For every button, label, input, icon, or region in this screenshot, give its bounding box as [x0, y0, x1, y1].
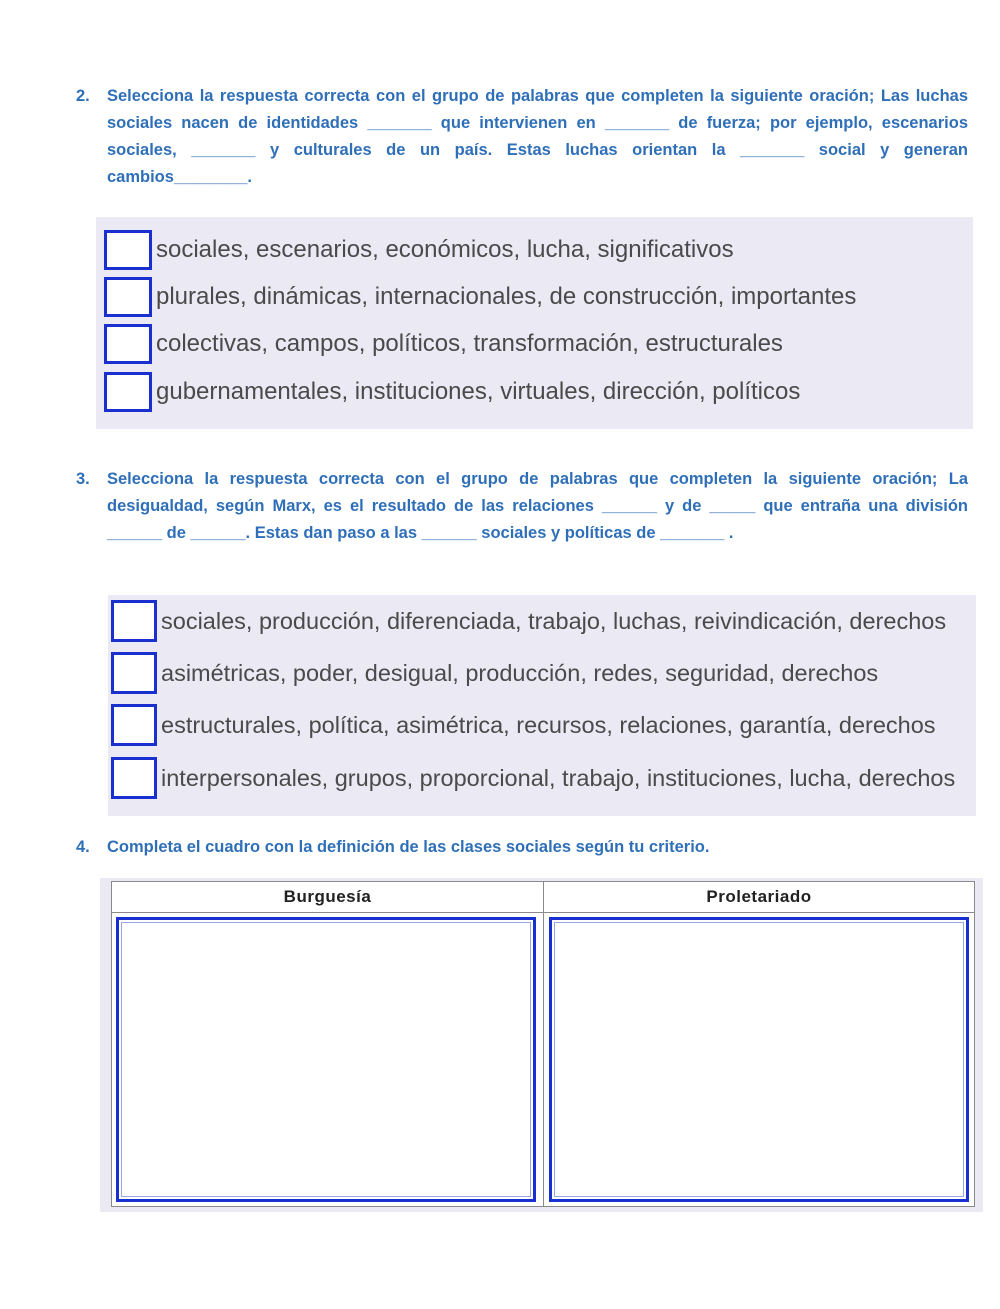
- question-2-option-1[interactable]: [104, 228, 734, 272]
- column-header-burguesia: Burguesía: [112, 882, 543, 913]
- option-label: estructurales, política, asimétrica, recursos, relaciones, garantía, derechos: [161, 711, 936, 738]
- option-label: interpersonales, grupos, proporcional, trabajo, instituciones, lucha, derechos: [161, 764, 956, 791]
- proletariado-answer-box[interactable]: [549, 917, 969, 1202]
- question-3-number: 3.: [76, 470, 90, 488]
- option-checkbox[interactable]: [104, 230, 152, 270]
- column-divider: [543, 882, 544, 1206]
- option-checkbox[interactable]: [111, 652, 157, 694]
- question-3-option-4[interactable]: [111, 756, 955, 800]
- question-3: [76, 466, 968, 547]
- option-checkbox[interactable]: [111, 600, 157, 642]
- option-checkbox[interactable]: [104, 324, 152, 364]
- question-4-number: 4.: [76, 838, 90, 856]
- question-3-text: Selecciona la respuesta correcta con el grupo de palabras que completen la siguiente oración; La desigualdad, según Marx, es el resultado de las relaciones ______ y de _____ que entraña una división ______ de ______. Estas dan paso a las ______ sociales y políticas de _______ .: [107, 470, 968, 542]
- option-checkbox[interactable]: [111, 704, 157, 746]
- option-label: colectivas, campos, políticos, transformación, estructurales: [156, 330, 783, 357]
- classes-table: [111, 881, 975, 1207]
- burguesia-answer-box[interactable]: [116, 917, 536, 1202]
- question-2-options: [96, 217, 973, 429]
- option-label: sociales, escenarios, económicos, lucha, significativos: [156, 236, 734, 263]
- question-2-number: 2.: [76, 87, 90, 105]
- question-4-text: Completa el cuadro con la definición de las clases sociales según tu criterio.: [107, 838, 710, 856]
- column-header-proletariado: Proletariado: [544, 882, 974, 913]
- option-label: gubernamentales, instituciones, virtuales, dirección, políticos: [156, 378, 801, 405]
- question-2-option-4[interactable]: [104, 370, 800, 414]
- option-checkbox[interactable]: [104, 372, 152, 412]
- question-4: [76, 834, 968, 861]
- option-label: asimétricas, poder, desigual, producción, redes, seguridad, derechos: [161, 659, 879, 686]
- question-2-text: Selecciona la respuesta correcta con el grupo de palabras que completen la siguiente oración; Las luchas sociales nacen de identidades _______ que intervienen en _______ de fuerza; por ejemplo, escenarios sociales, _______ y culturales de un país. Estas luchas orientan la _______ social y generan cambios________.: [107, 87, 968, 186]
- question-2-option-2[interactable]: [104, 275, 856, 319]
- option-checkbox[interactable]: [104, 277, 152, 317]
- option-label: plurales, dinámicas, internacionales, de construcción, importantes: [156, 283, 857, 310]
- question-3-option-3[interactable]: [111, 703, 936, 747]
- question-2: [76, 83, 968, 191]
- question-3-option-1[interactable]: [111, 599, 946, 643]
- question-3-option-2[interactable]: [111, 651, 878, 695]
- question-2-option-3[interactable]: [104, 322, 783, 366]
- question-3-options: [108, 595, 976, 816]
- classes-table-panel: [100, 878, 983, 1212]
- option-checkbox[interactable]: [111, 757, 157, 799]
- option-label: sociales, producción, diferenciada, trabajo, luchas, reivindicación, derechos: [161, 607, 947, 634]
